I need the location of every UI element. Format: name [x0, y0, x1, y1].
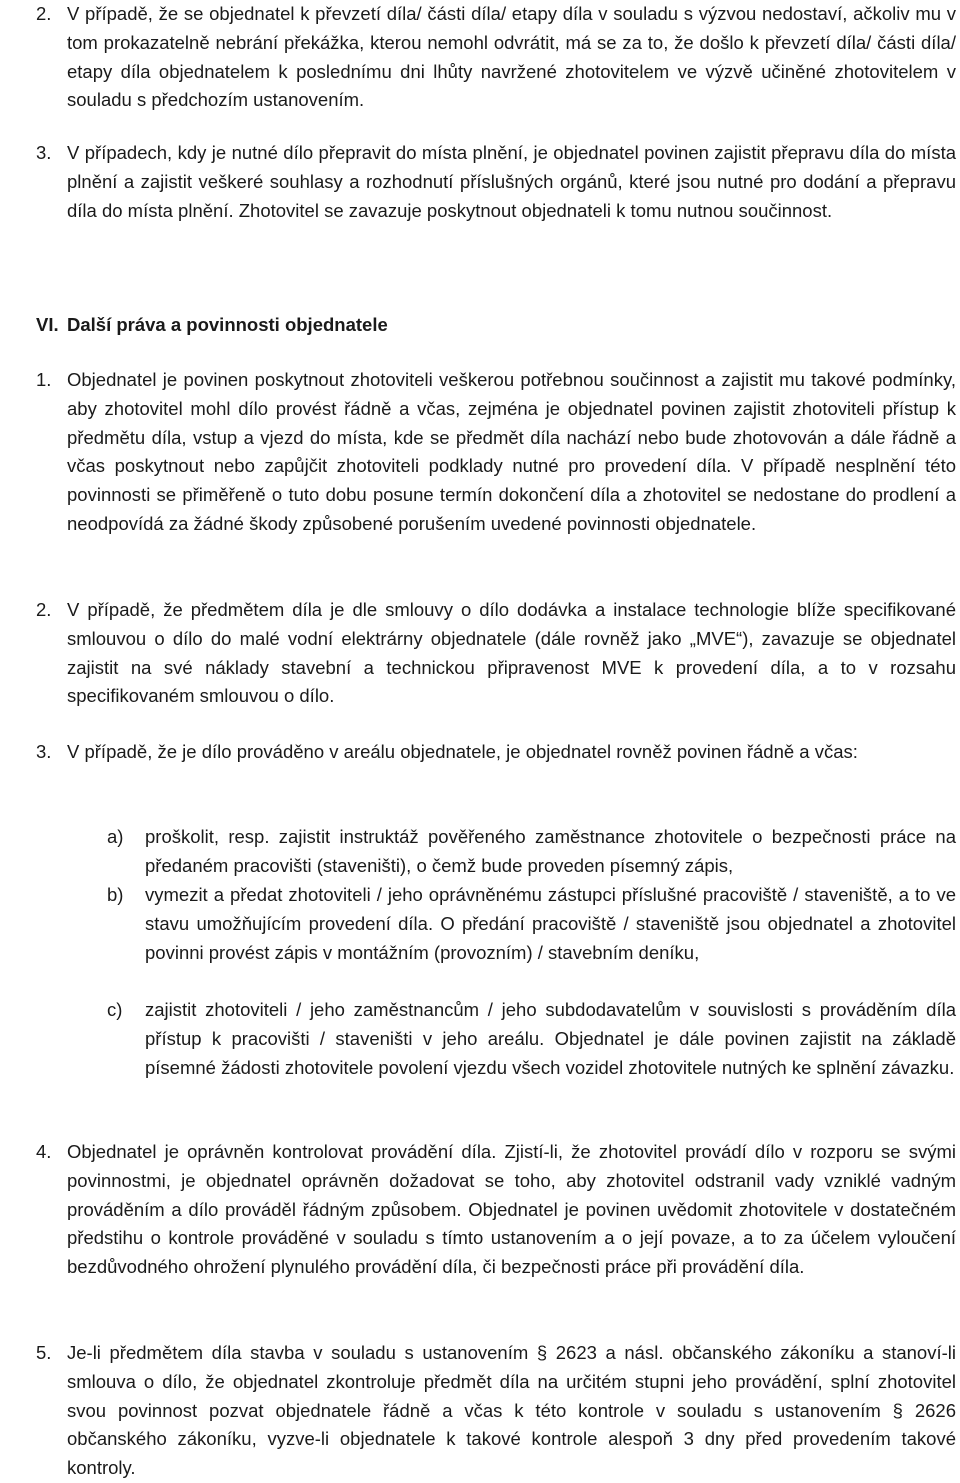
paragraph-4 [0, 1138, 956, 1282]
sub-item-text: vymezit a předat zhotoviteli / jeho oprávněnému zástupci příslušné pracoviště / staveniště, a to ve stavu umožňujícím provedení díla. O předání pracoviště / staveniště jsou objednatel a zhotovitel povinni provést zápis v montážním (provozním) / stavebním deníku, [145, 884, 956, 963]
paragraph-text: Je-li předmětem díla stavba v souladu s ustanovením § 2623 a násl. občanského zákoníku a stanoví-li smlouva o dílo, že objednatel zkontroluje předmět díla na určitém stupni jeho provádění, splní zhotovitel svou povinnost pozvat objednatele řádně a včas k této kontrole v souladu s ustanovením § 2626 občanského zákoníku, vyzve-li objednatele k takové kontrole alespoň 3 dny před provedením takové kontroly. [67, 1342, 956, 1479]
paragraph-3 [0, 738, 956, 767]
sub-item-c [0, 996, 956, 1082]
paragraph-1 [0, 366, 956, 539]
section-title: Další práva a povinnosti objednatele [67, 314, 388, 335]
paragraph-text: Objednatel je oprávněn kontrolovat provádění díla. Zjistí-li, že zhotovitel provádí dílo v rozporu se svými povinnostmi, je objednatel oprávněn dožadovat se toho, aby zhotovitel odstranil vady vzniklé vadným prováděním a dílo prováděl řádným způsobem. Objednatel je povinen uvědomit zhotovitele v dostatečném předstihu o kontrole prováděné v souladu s tímto ustanovením a o její povaze, a to za účelem vyloučení bezdůvodného ohrožení plynulého provádění díla, či bezpečnosti práce při provádění díla. [67, 1141, 956, 1278]
paragraph-2 [0, 596, 956, 711]
paragraph-number: 2. [36, 599, 52, 620]
paragraph-2-prev [0, 0, 956, 115]
sub-item-a [0, 823, 956, 881]
sub-item-text: zajistit zhotoviteli / jeho zaměstnancům / jeho subdodavatelům v souvislosti s prováděním díla přístup k pracovišti / staveništi v jeho areálu. Objednatel je dále povinen zajistit na základě písemné žádosti zhotovitele povolení vjezdu všech vozidel zhotovitele nutných ke splnění závazku. [145, 999, 956, 1078]
section-heading [0, 311, 956, 340]
paragraph-text: V případě, že předmětem díla je dle smlouvy o dílo dodávka a instalace technologie blíže specifikované smlouvou o dílo do malé vodní elektrárny objednatele (dále rovněž jako „MVE“), zavazuje se objednatel zajistit na své náklady stavební a technickou připravenost MVE k provedení díla, a to v rozsahu specifikovaném smlouvou o dílo. [67, 599, 956, 707]
sub-item-letter: a) [107, 826, 124, 847]
paragraph-5 [0, 1339, 956, 1483]
paragraph-number: 4. [36, 1141, 52, 1162]
paragraph-3-prev [0, 139, 956, 225]
paragraph-number: 2. [36, 3, 52, 24]
paragraph-number: 5. [36, 1342, 52, 1363]
sub-item-text: proškolit, resp. zajistit instruktáž pověřeného zaměstnance zhotovitele o bezpečnosti práce na předaném pracovišti (staveništi), o čemž bude proveden písemný zápis, [145, 826, 956, 876]
paragraph-number: 1. [36, 369, 52, 390]
sub-item-b [0, 881, 956, 967]
paragraph-number: 3. [36, 142, 52, 163]
section-number: VI. [36, 314, 59, 335]
paragraph-text: V případě, že je dílo prováděno v areálu objednatele, je objednatel rovněž povinen řádně a včas: [67, 741, 858, 762]
paragraph-text: Objednatel je povinen poskytnout zhotoviteli veškerou potřebnou součinnost a zajistit mu takové podmínky, aby zhotovitel mohl dílo provést řádně a včas, zejména je objednatel povinen zajistit zhotoviteli přístup k předmětu díla, vstup a vjezd do místa, kde se předmět díla nachází nebo bude zhotovován a dále řádně a včas poskytnout nebo zapůjčit zhotoviteli podklady nutné pro provedení díla. V případě nesplnění této povinnosti se přiměřeně o tuto dobu posune termín dokončení díla a zhotovitel se nedostane do prodlení a neodpovídá za žádné škody způsobené porušením uvedené povinnosti objednatele. [67, 369, 956, 534]
paragraph-text: V případě, že se objednatel k převzetí díla/ části díla/ etapy díla v souladu s výzvou nedostaví, ačkoliv mu v tom prokazatelně nebrání překážka, kterou nemohl odvrátit, má se za to, že došlo k převzetí díla/ části díla/ etapy díla objednatelem k poslednímu dni lhůty navržené zhotovitelem ve výzvě učiněné zhotovitelem v souladu s předchozím ustanovením. [67, 3, 956, 111]
paragraph-text: V případech, kdy je nutné dílo přepravit do místa plnění, je objednatel povinen zajistit přepravu díla do místa plnění a zajistit veškeré souhlasy a rozhodnutí příslušných orgánů, které jsou nutné pro dodání a přepravu díla do místa plnění. Zhotovitel se zavazuje poskytnout objednateli k tomu nutnou součinnost. [67, 142, 956, 221]
sub-item-letter: c) [107, 999, 123, 1020]
sub-item-letter: b) [107, 884, 124, 905]
paragraph-number: 3. [36, 741, 52, 762]
